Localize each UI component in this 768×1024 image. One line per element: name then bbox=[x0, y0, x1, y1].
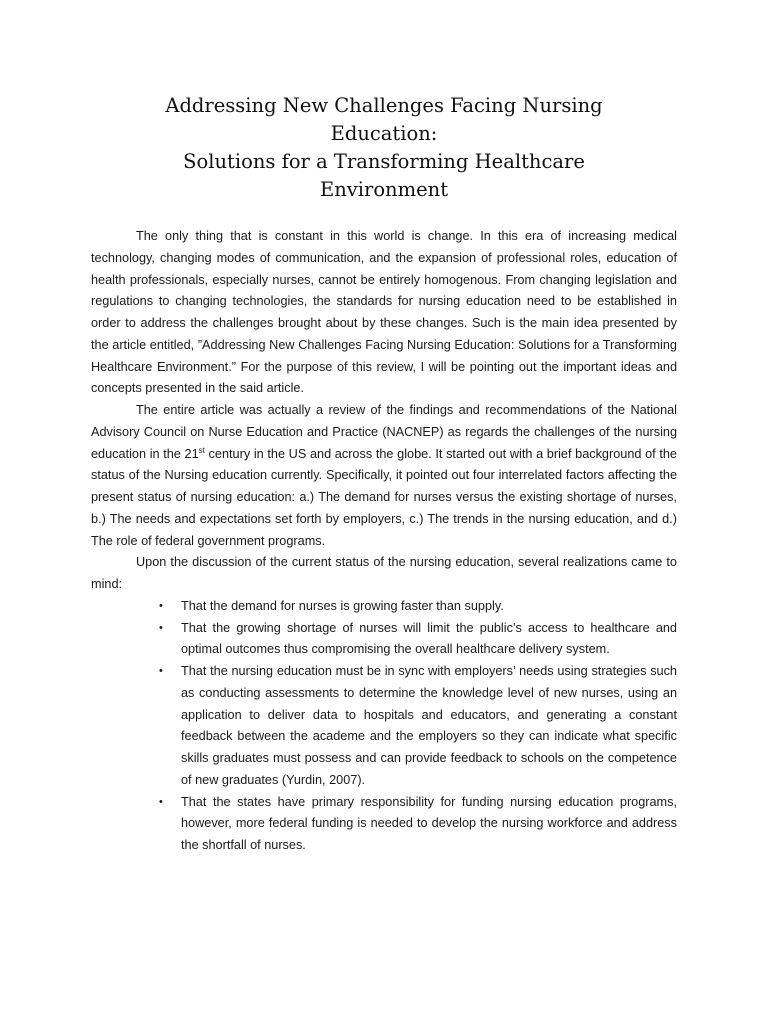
paragraph-realizations: Upon the discussion of the current status of the nursing education, several realizations came to mind: bbox=[91, 555, 677, 591]
realizations-list bbox=[91, 596, 677, 857]
document-body bbox=[91, 226, 677, 857]
paragraph-article-review-part-2: century in the US and across the globe. It started out with a brief background of the status of the Nursing education currently. Specifically, it pointed out four interrelated factors affecting the present status of nursing education: a.) The demand for nurses versus the existing shortage of nurses, b.) The needs and expectations set forth by employers, c.) The trends in the nursing education, and d.) The role of federal government programs. bbox=[91, 446, 677, 548]
superscript-st: st bbox=[198, 445, 205, 455]
list-item-text: That the growing shortage of nurses will limit the public’s access to healthcare and optimal outcomes thus compromising the overall healthcare delivery system. bbox=[181, 620, 677, 657]
paragraph-article-review-part-1: The entire article was actually a review of the findings and recommendations of the National Advisory Council on Nurse Education and Practice (NACNEP) as regards the challenges of the nursing education in the 21 bbox=[91, 403, 677, 461]
bullet-icon: • bbox=[159, 665, 163, 677]
title-line-3: Solutions for a Transforming Healthcare bbox=[183, 150, 585, 173]
list-item bbox=[91, 661, 677, 792]
paragraph-intro: The only thing that is constant in this world is change. In this era of increasing medical technology, changing modes of communication, and the expansion of professional roles, education of health professionals, especially nurses, cannot be entirely homogenous. From changing legislation and regulations to changing technologies, the standards for nursing education need to be established in order to address the challenges brought about by these changes. Such is the main idea presented by the article entitled, ”Addressing New Challenges Facing Nursing Education: Solutions for a Transforming Healthcare Environment.” For the purpose of this review, I will be pointing out the important ideas and concepts presented in the said article. bbox=[91, 229, 677, 396]
list-item-text: That the nursing education must be in sync with employers’ needs using strategies such as conducting assessments to determine the knowledge level of new nurses, using an application to deliver data to hospitals and educators, and generating a constant feedback between the academe and the employers so they can indicate what specific skills graduates must possess and can provide feedback to schools on the competence of new graduates (Yurdin, 2007). bbox=[181, 664, 677, 787]
list-item bbox=[91, 618, 677, 662]
title-line-1: Addressing New Challenges Facing Nursing bbox=[165, 94, 603, 117]
document-title bbox=[90, 92, 678, 204]
title-line-4: Environment bbox=[319, 178, 449, 201]
bullet-icon: • bbox=[159, 621, 163, 634]
list-item bbox=[91, 596, 677, 618]
bullet-icon: • bbox=[159, 599, 163, 612]
list-item-text: That the demand for nurses is growing faster than supply. bbox=[181, 598, 504, 613]
title-line-2: Education: bbox=[330, 122, 438, 145]
list-item-text: That the states have primary responsibility for funding nursing education programs, however, more federal funding is needed to develop the nursing workforce and address the shortfall of nurses. bbox=[181, 794, 677, 852]
paragraph-article-review bbox=[91, 400, 677, 552]
bullet-icon: • bbox=[159, 795, 163, 808]
list-item bbox=[91, 792, 677, 857]
